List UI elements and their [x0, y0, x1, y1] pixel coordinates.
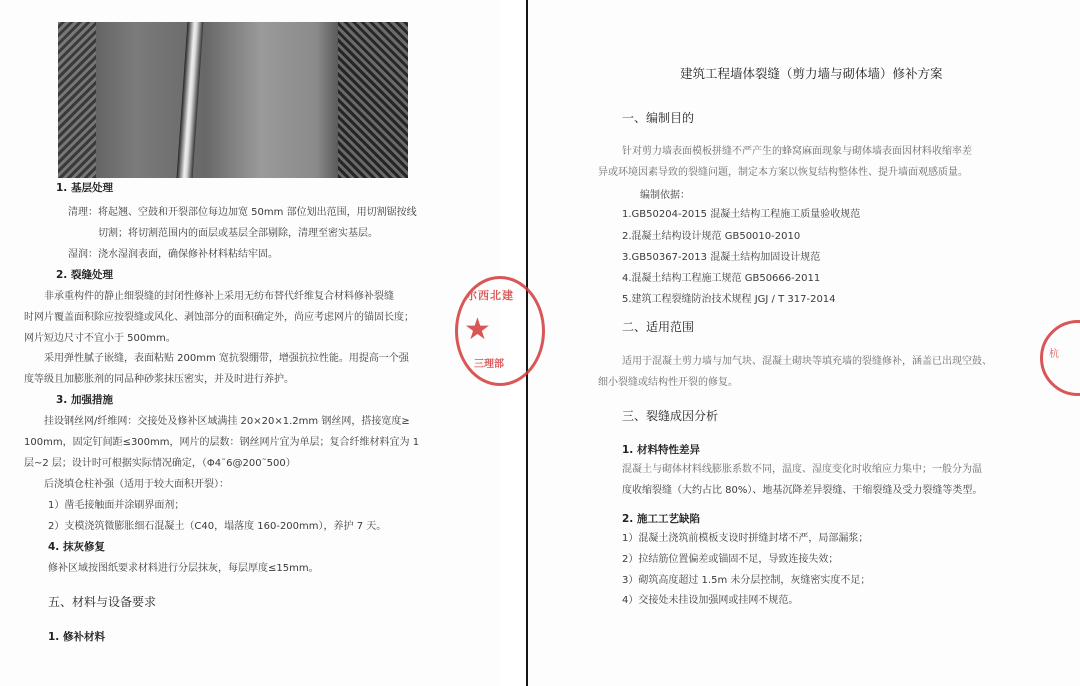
- left-text-line: 网片短边尺寸不宜小于 500mm。: [24, 333, 176, 344]
- left-text-line: 100mm，固定钉间距≤300mm，网片的层数：钢丝网片宜为单层；复合纤维材料宜为 1: [24, 437, 420, 448]
- right-text-line: 2）拉结筋位置偏差或锚固不足，导致连接失效；: [622, 554, 839, 565]
- left-text-line: 挂设钢丝网/纤维网：交接处及修补区域满挂 20×20×1.2mm 钢丝网，搭接宽度≥: [44, 416, 410, 427]
- right-text-line: 针对剪力墙表面模板拼缝不严产生的蜂窝麻面现象与砌体墙表面因材料收缩率差: [622, 146, 972, 157]
- left-text-line: 清理：将起翘、空鼓和开裂部位每边加宽 50mm 部位划出范围，用切割锯按线: [68, 207, 417, 218]
- left-text-line: 2）支模浇筑微膨胀细石混凝土（C40，塌落度 160-200mm），养护 7 天。: [48, 521, 387, 532]
- right-text-line: 1.GB50204-2015 混凝土结构工程施工质量验收规范: [622, 209, 861, 220]
- star-icon: ★: [464, 312, 491, 347]
- stamp-arc-text: 尔西北建: [466, 289, 514, 302]
- right-text-line: 2. 施工工艺缺陷: [622, 513, 700, 525]
- left-text-line: 度等级且加膨胀剂的同品种砂浆抹压密实，并及时进行养护。: [24, 374, 294, 385]
- stamp-bottom-text: 三理部: [474, 359, 504, 370]
- right-text-line: 建筑工程墙体裂缝（剪力墙与砌体墙）修补方案: [680, 66, 943, 81]
- right-text-line: 2.混凝土结构设计规范 GB50010-2010: [622, 231, 801, 242]
- right-document-page: [528, 0, 1080, 686]
- right-text-line: 细小裂缝或结构性开裂的修复。: [598, 377, 738, 388]
- left-document-page: [0, 0, 500, 686]
- left-text-line: 采用弹性腻子嵌缝，表面粘贴 200mm 宽抗裂绷带，增强抗拉性能。用提高一个强: [44, 353, 409, 364]
- left-text-line: 1）凿毛接触面并涂刷界面剂；: [48, 500, 185, 511]
- wall-crack: [177, 22, 204, 178]
- right-text-line: 1. 材料特性差异: [622, 444, 700, 456]
- right-text-line: 异或环境因素导致的裂缝问题，制定本方案以恢复结构整体性、提升墙面观感质量。: [598, 167, 968, 178]
- right-text-line: 度收缩裂缝（大约占比 80%）、地基沉降差异裂缝、干缩裂缝及受力裂缝等类型。: [622, 485, 983, 496]
- left-text-line: 4. 抹灰修复: [48, 541, 105, 553]
- right-text-line: 5.建筑工程裂缝防治技术规程 JGJ / T 317-2014: [622, 294, 836, 305]
- mesh-texture-left: [58, 22, 96, 178]
- right-text-line: 二、适用范围: [622, 320, 695, 334]
- left-text-line: 2. 裂缝处理: [56, 269, 113, 281]
- right-text-line: 混凝土与砌体材料线膨胀系数不同，温度、湿度变化时收缩应力集中；一般分为温: [622, 464, 982, 475]
- left-text-line: 1. 修补材料: [48, 631, 105, 643]
- stamp-arc-text-right: 杭: [1049, 349, 1059, 360]
- left-text-line: 后浇填仓柱补强（适用于较大面积开裂）：: [44, 479, 229, 490]
- right-text-line: 4）交接处未挂设加强网或挂网不规范。: [622, 595, 799, 606]
- right-text-line: 适用于混凝土剪力墙与加气块、混凝土砌块等填充墙的裂缝修补，涵盖已出现空鼓、: [622, 356, 992, 367]
- right-text-line: 4.混凝土结构工程施工规范 GB50666-2011: [622, 273, 821, 284]
- left-text-line: 非承重构件的静止细裂缝的封闭性修补上采用无纺布替代纤维复合材料修补裂缝: [44, 291, 394, 302]
- left-text-line: 修补区域按图纸要求材料进行分层抹灰，每层厚度≤15mm。: [48, 563, 319, 574]
- right-text-line: 三、裂缝成因分析: [622, 409, 719, 423]
- left-text-line: 切割；将切割范围内的面层或基层全部剔除，清理至密实基层。: [98, 228, 378, 239]
- right-text-line: 一、编制目的: [622, 111, 695, 125]
- right-text-line: 编制依据：: [640, 190, 690, 201]
- right-text-line: 3.GB50367-2013 混凝土结构加固设计规范: [622, 252, 821, 263]
- right-text-line: 1）混凝土浇筑前模板支设时拼缝封堵不严，局部漏浆；: [622, 533, 869, 544]
- mesh-texture-right: [338, 22, 408, 178]
- left-text-line: 湿润：浇水湿润表面，确保修补材料粘结牢固。: [68, 249, 278, 260]
- crack-repair-photo: [58, 22, 408, 178]
- left-text-line: 1. 基层处理: [56, 182, 113, 194]
- left-text-line: 3. 加强措施: [56, 394, 113, 406]
- right-text-line: 3）砌筑高度超过 1.5m 未分层控制，灰缝密实度不足；: [622, 575, 871, 586]
- red-seal-stamp: [455, 276, 545, 386]
- left-text-line: 层~2 层；设计时可根据实际情况确定，（Φ4˜6@200˜500）: [24, 458, 296, 469]
- left-text-line: 时网片覆盖面积除应按裂缝或风化、剥蚀部分的面积确定外，尚应考虑网片的锚固长度；: [24, 312, 414, 323]
- left-text-line: 五、材料与设备要求: [48, 595, 157, 609]
